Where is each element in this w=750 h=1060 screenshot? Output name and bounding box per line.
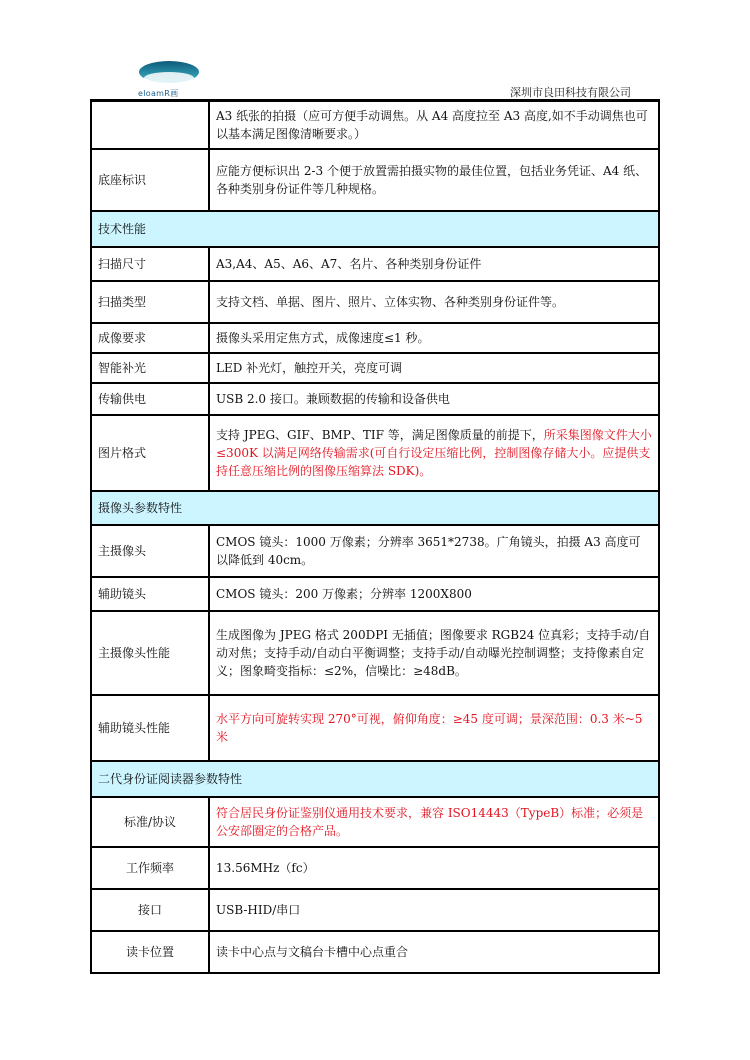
row-value: 支持文档、单据、图片、照片、立体实物、各种类别身份证件等。 (209, 281, 659, 323)
table-row (91, 847, 659, 889)
row-value: 读卡中心点与文稿台卡槽中心点重合 (209, 931, 659, 973)
row-label: 扫描类型 (91, 281, 209, 323)
section-title: 二代身份证阅读器参数特性 (91, 761, 659, 797)
row-value: 13.56MHz（fc） (209, 847, 659, 889)
section-row (91, 211, 659, 247)
section-title: 技术性能 (91, 211, 659, 247)
spec-table (90, 100, 660, 974)
logo-text: eloamR画 (138, 89, 179, 98)
table-row (91, 695, 659, 761)
section-row (91, 491, 659, 525)
eloam-logo (134, 58, 204, 102)
page-header (0, 0, 750, 100)
table-row (91, 149, 659, 211)
row-value: CMOS 镜头：1000 万像素；分辨率 3651*2738。广角镜头，拍摄 A3 高度可以降低到 40cm。 (209, 525, 659, 577)
row-value: 摄像头采用定焦方式，成像速度≤1 秒。 (209, 323, 659, 353)
row-value: A3 纸张的拍摄（应可方便手动调焦。从 A4 高度拉至 A3 高度,如不手动调焦也可以基本满足图像清晰要求。） (209, 101, 659, 149)
table-row (91, 101, 659, 149)
company-name: 深圳市良田科技有限公司 (510, 86, 631, 99)
table-row (91, 797, 659, 847)
row-label (91, 101, 209, 149)
row-value: 应能方便标识出 2-3 个便于放置需拍摄实物的最佳位置，包括业务凭证、A4 纸、各种类别身份证件等几种规格。 (209, 149, 659, 211)
value-text: 支持 JPEG、GIF、BMP、TIF 等，满足图像质量的前提下， (216, 428, 544, 442)
section-row (91, 761, 659, 797)
row-value: 符合居民身份证鉴别仪通用技术要求，兼容 ISO14443（TypeB）标准；必须是公安部圈定的合格产品。 (209, 797, 659, 847)
row-label: 主摄像头 (91, 525, 209, 577)
row-label: 工作频率 (91, 847, 209, 889)
row-value: 水平方向可旋转实现 270°可视，俯仰角度：≥45 度可调；景深范围：0.3 米~5 米 (209, 695, 659, 761)
table-row (91, 931, 659, 973)
row-value: USB-HID/串口 (209, 889, 659, 931)
row-value: A3,A4、A5、A6、A7、名片、各种类别身份证件 (209, 247, 659, 281)
row-value (209, 415, 659, 491)
table-row (91, 281, 659, 323)
table-row (91, 383, 659, 415)
table-row (91, 353, 659, 383)
row-value: USB 2.0 接口。兼顾数据的传输和设备供电 (209, 383, 659, 415)
table-row (91, 247, 659, 281)
row-label: 接口 (91, 889, 209, 931)
table-row (91, 323, 659, 353)
logo-ellipse-icon (134, 58, 204, 88)
table-row (91, 611, 659, 695)
row-value: CMOS 镜头：200 万像素；分辨率 1200X800 (209, 577, 659, 611)
row-label: 辅助镜头 (91, 577, 209, 611)
row-label: 底座标识 (91, 149, 209, 211)
row-label: 辅助镜头性能 (91, 695, 209, 761)
row-label: 传输供电 (91, 383, 209, 415)
row-label: 成像要求 (91, 323, 209, 353)
row-label: 读卡位置 (91, 931, 209, 973)
row-label: 主摄像头性能 (91, 611, 209, 695)
value-text-highlight: 所采集图像文件大小≤300K 以满足网络传输需求(可自行设定压缩比例，控制图像存储大小。应提供支持任意压缩比例的图像压缩算法 SDK)。 (216, 428, 652, 478)
row-label: 扫描尺寸 (91, 247, 209, 281)
table-row (91, 577, 659, 611)
table-row (91, 415, 659, 491)
row-label: 图片格式 (91, 415, 209, 491)
section-title: 摄像头参数特性 (91, 491, 659, 525)
row-value: 生成图像为 JPEG 格式 200DPI 无插值；图像要求 RGB24 位真彩；支持手动/自动对焦；支持手动/自动白平衡调整；支持手动/自动曝光控制调整；支持像素自定义；图象畸变指标：≤2%，信噪比：≥48dB。 (209, 611, 659, 695)
row-label: 标准/协议 (91, 797, 209, 847)
row-label: 智能补光 (91, 353, 209, 383)
row-value: LED 补光灯，触控开关，亮度可调 (209, 353, 659, 383)
table-row (91, 525, 659, 577)
table-row (91, 889, 659, 931)
